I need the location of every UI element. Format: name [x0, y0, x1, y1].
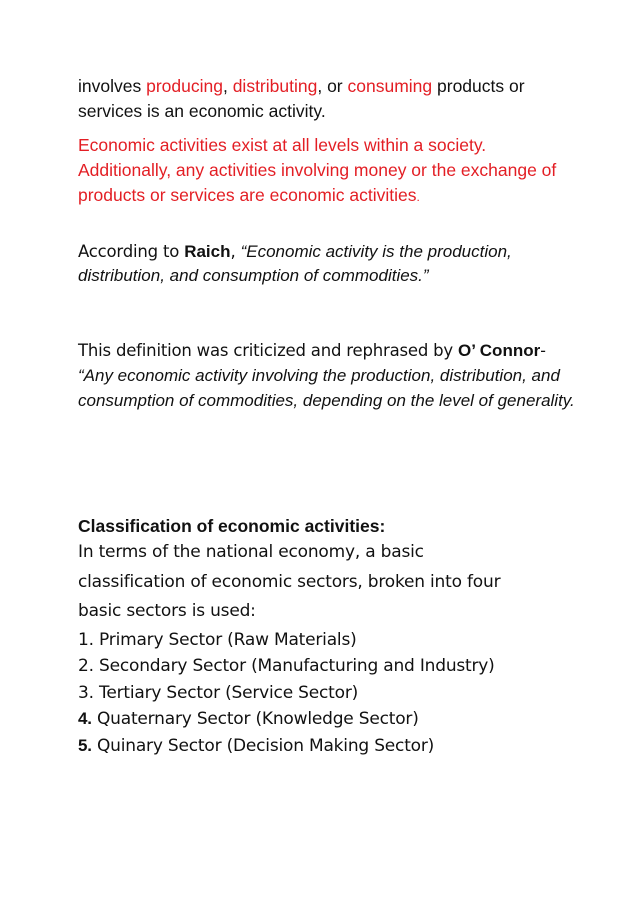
list-item-quinary	[78, 733, 578, 760]
list-text: Quaternary Sector (Knowledge Sector)	[91, 709, 419, 729]
section-heading: Classification of economic activities:	[78, 516, 386, 536]
quote-oconnor: “Any economic activity involving the production, distribution, and consumption of commodities, depending on the level of generality.	[78, 366, 575, 410]
list-text: Secondary Sector (Manufacturing and Industry)	[93, 656, 495, 676]
section-classification	[78, 514, 578, 759]
text-segment: This definition was criticized and rephrased by	[78, 341, 459, 360]
list-text: Tertiary Sector (Service Sector)	[93, 682, 359, 703]
list-item-secondary	[78, 653, 578, 680]
highlight-producing: producing	[146, 76, 223, 96]
intro-line: classification of economic sectors, broken into four	[78, 571, 501, 592]
list-text: Primary Sector (Raw Materials)	[93, 629, 357, 650]
list-item-quaternary	[78, 706, 578, 733]
text-period: .	[416, 190, 420, 204]
paragraph-economic-levels	[78, 133, 578, 210]
list-item-primary	[78, 627, 578, 654]
paragraph-raich-definition	[78, 240, 578, 287]
list-number: 4.	[78, 709, 92, 728]
text-segment: ,	[222, 76, 233, 96]
text-segment: products or services is an economic activity.	[78, 76, 525, 121]
author-oconnor: O’ Connor	[458, 341, 541, 360]
list-number: 5.	[78, 735, 92, 755]
intro-line: In terms of the national economy, a basic	[78, 542, 424, 562]
list-number: 2.	[78, 656, 94, 676]
quote-raich: “Economic activity is the production, distribution, and consumption of commodities.”	[78, 242, 512, 285]
text-segment: -	[540, 341, 546, 360]
paragraph-economic-activity-definition	[78, 74, 578, 124]
text-segment: involves	[78, 76, 147, 96]
text-segment: Economic activities exist at all levels within a society. Additionally, any activities involving money or the exchange of products or services are economic activities	[78, 135, 557, 205]
paragraph-oconnor-definition	[78, 338, 578, 413]
author-raich: Raich	[184, 242, 231, 261]
highlight-consuming: consuming	[347, 76, 433, 96]
list-number: 3.	[78, 682, 94, 703]
text-segment: ,	[230, 242, 241, 261]
intro-line: basic sectors is used:	[78, 601, 256, 621]
list-item-tertiary	[78, 680, 578, 707]
text-segment: , or	[317, 76, 348, 96]
highlight-distributing: distributing	[232, 76, 318, 96]
list-text: Quinary Sector (Decision Making Sector)	[91, 735, 435, 756]
list-number: 1.	[78, 629, 94, 650]
text-segment: According to	[78, 242, 185, 261]
